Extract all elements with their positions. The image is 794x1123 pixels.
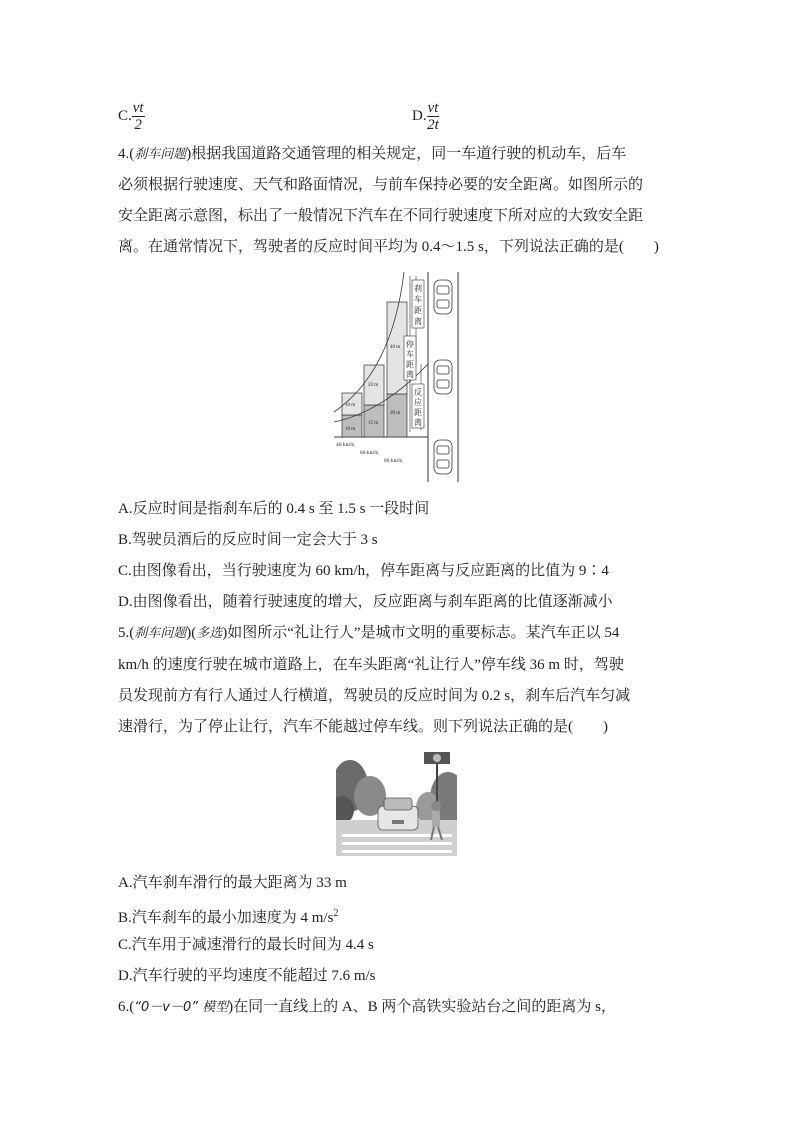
q5-line-4: 速滑行，为了停止让行，汽车不能越过停车线。则下列说法正确的是( ) xyxy=(118,719,608,735)
svg-text:15 m: 15 m xyxy=(368,421,379,426)
q4-option-d: D.由图像看出，随着行驶速度的增大，反应距离与刹车距离的比值逐渐减小 xyxy=(118,594,613,610)
q4-line-2: 必须根据行驶速度、天气和路面情况，与前车保持必要的安全距离。如图所示的 xyxy=(118,177,644,193)
q4-option-a: A.反应时间是指刹车后的 0.4 s 至 1.5 s 一段时间 xyxy=(118,501,430,517)
q5-tag: 刹车问题 xyxy=(134,626,187,641)
svg-text:反: 反 xyxy=(414,388,422,397)
q4-line-3: 安全距离示意图，标出了一般情况下汽车在不同行驶速度下所对应的大致安全距 xyxy=(118,208,644,224)
svg-text:车: 车 xyxy=(406,350,414,359)
svg-text:40 km/h: 40 km/h xyxy=(336,442,355,448)
q4-line-1: 4.(刹车问题)根据我国道路交通管理的相关规定，同一车道行驶的机动车，后车 xyxy=(118,146,627,162)
q5-option-a: A.汽车刹车滑行的最大距离为 33 m xyxy=(118,875,347,891)
q4-option-b: B.驾驶员酒后的反应时间一定会大于 3 s xyxy=(118,532,378,548)
q5-line-3: 员发现前方有行人通过人行横道，驾驶员的反应时间为 0.2 s，刹车后汽车匀减 xyxy=(118,688,631,704)
q5-option-d: D.汽车行驶的平均速度不能超过 7.6 m/s xyxy=(118,968,376,984)
crosswalk-illustration xyxy=(336,750,457,856)
svg-text:刹: 刹 xyxy=(414,284,422,293)
svg-text:离: 离 xyxy=(406,370,414,379)
svg-text:离: 离 xyxy=(414,418,422,427)
safety-distance-figure xyxy=(332,272,472,484)
svg-text:停: 停 xyxy=(406,340,414,349)
car-icon xyxy=(434,280,452,474)
q5-line-1: 5.(刹车问题)(多选)如图所示“礼让行人”是城市文明的重要标志。某汽车正以 54 xyxy=(118,625,620,641)
q5-line-2: km/h 的速度行驶在城市道路上，在车头距离“礼让行人”停车线 36 m 时，驾驶 xyxy=(118,657,624,673)
svg-text:10 m: 10 m xyxy=(345,427,356,432)
svg-text:40 m: 40 m xyxy=(390,345,401,350)
svg-text:离: 离 xyxy=(414,317,422,326)
svg-text:距: 距 xyxy=(414,408,422,417)
q4-option-c: C.由图像看出，当行驶速度为 60 km/h，停车距离与反应距离的比值为 9∶4 xyxy=(118,563,609,579)
q6-tag: “0－v－0” 模型 xyxy=(134,1000,229,1015)
q5-option-b: B.汽车刹车的最小加速度为 4 $m/s^2$ xyxy=(118,908,339,926)
q4-line-4: 离。在通常情况下，驾驶者的反应时间平均为 0.4～1.5 s，下列说法正确的是( ) xyxy=(118,239,659,255)
svg-text:80 km/h: 80 km/h xyxy=(384,458,403,464)
svg-text:10 m: 10 m xyxy=(345,403,356,408)
car-icon xyxy=(378,798,418,830)
fraction: $\frac{vt}{2}$ xyxy=(132,100,144,133)
fraction: $\frac{vt}{2t}$ xyxy=(427,100,439,133)
svg-text:20 m: 20 m xyxy=(368,383,379,388)
svg-text:距: 距 xyxy=(414,306,422,315)
svg-text:20 m: 20 m xyxy=(390,411,401,416)
svg-text:车: 车 xyxy=(414,295,422,304)
q4-tag: 刹车问题 xyxy=(134,147,187,162)
svg-text:距: 距 xyxy=(406,360,414,369)
svg-text:应: 应 xyxy=(414,398,422,407)
svg-text:60 km/h: 60 km/h xyxy=(360,450,379,456)
option-d: D. $\frac{vt}{2t}$ xyxy=(412,100,439,133)
q5-tag-multi: 多选 xyxy=(196,626,223,641)
q6-line-1: 6.(“0－v－0” 模型)在同一直线上的 A、B 两个高铁实验站台之间的距离为 s， xyxy=(118,999,617,1015)
bar-40-reaction xyxy=(342,415,362,437)
q5-option-c: C.汽车用于减速滑行的最长时间为 4.4 s xyxy=(118,937,374,953)
option-c: C. $\frac{vt}{2}$ xyxy=(118,100,144,133)
